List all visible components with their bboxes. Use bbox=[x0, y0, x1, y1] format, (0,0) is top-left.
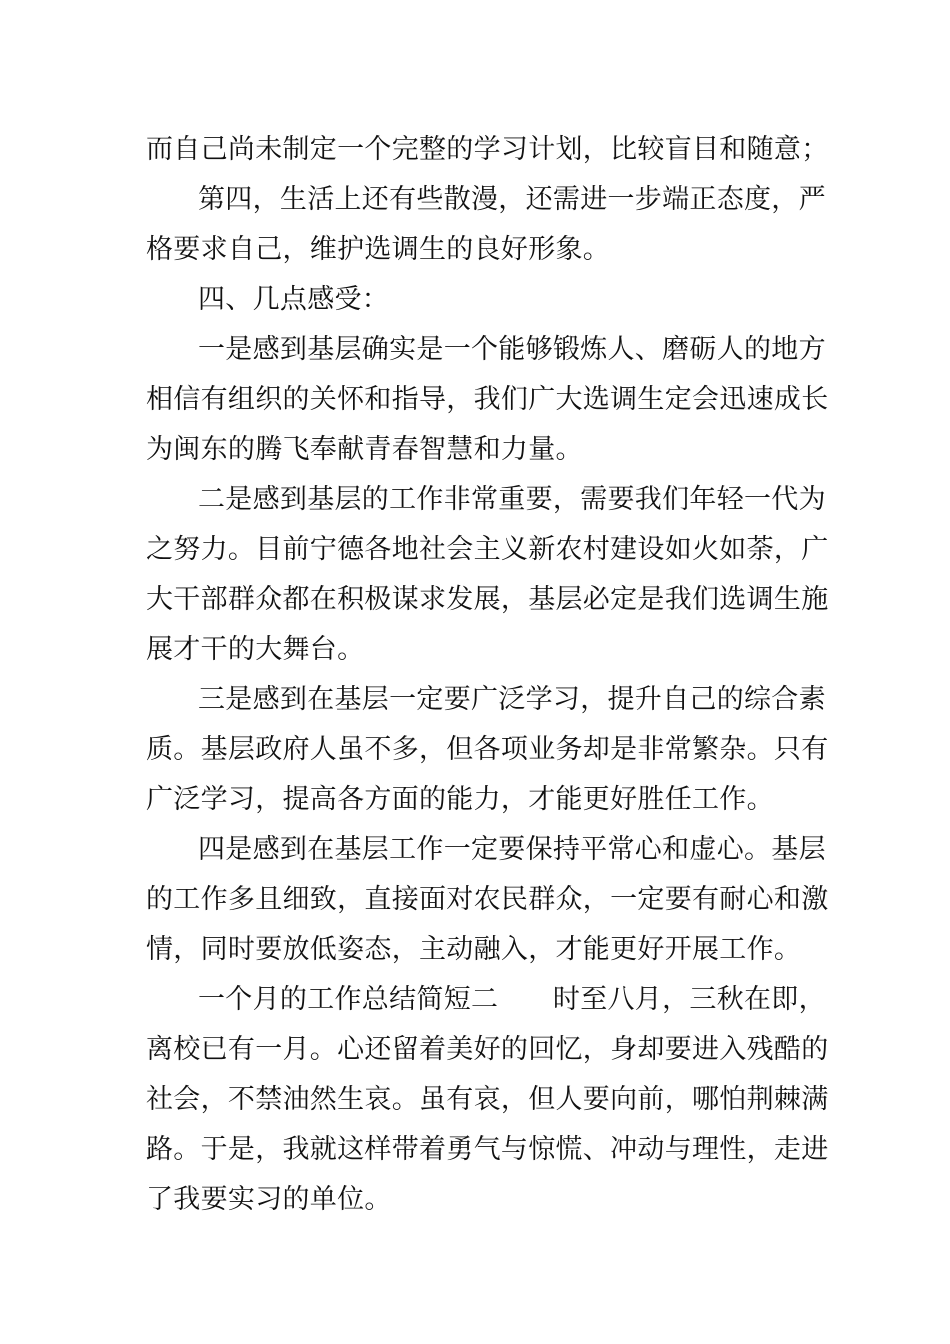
text-line: 而自己尚未制定一个完整的学习计划，比较盲目和随意； bbox=[146, 134, 829, 165]
text-line: 大干部群众都在积极谋求发展，基层必定是我们选调生施 bbox=[146, 584, 829, 615]
text-line: 了我要实习的单位。 bbox=[146, 1184, 392, 1215]
text-line: 展才干的大舞台。 bbox=[146, 634, 365, 665]
text-line: 的工作多且细致，直接面对农民群众，一定要有耐心和激 bbox=[146, 884, 829, 915]
text-line: 离校已有一月。心还留着美好的回忆，身却要进入残酷的 bbox=[146, 1034, 829, 1065]
text-line: 为闽东的腾飞奉献青春智慧和力量。 bbox=[146, 434, 583, 465]
paragraph-first-line: 第四，生活上还有些散漫，还需进一步端正态度，严 bbox=[198, 184, 826, 215]
paragraph-first-line: 二是感到基层的工作非常重要，需要我们年轻一代为 bbox=[198, 484, 826, 515]
text-line: 相信有组织的关怀和指导，我们广大选调生定会迅速成长 bbox=[146, 384, 829, 415]
paragraph-first-line: 三是感到在基层一定要广泛学习，提升自己的综合素 bbox=[198, 684, 826, 715]
text-line: 广泛学习，提高各方面的能力，才能更好胜任工作。 bbox=[146, 784, 774, 815]
text-line: 之努力。目前宁德各地社会主义新农村建设如火如荼，广 bbox=[146, 534, 829, 565]
text-line: 情，同时要放低姿态，主动融入，才能更好开展工作。 bbox=[146, 934, 802, 965]
paragraph-first-line: 一是感到基层确实是一个能够锻炼人、磨砺人的地方 bbox=[198, 334, 826, 365]
paragraph-first-line: 四是感到在基层工作一定要保持平常心和虚心。基层 bbox=[198, 834, 826, 865]
paragraph-first-line: 一个月的工作总结简短二 时至八月，三秋在即， bbox=[198, 984, 826, 1015]
text-line: 社会，不禁油然生哀。虽有哀，但人要向前，哪怕荆棘满 bbox=[146, 1084, 829, 1115]
text-line: 路。于是，我就这样带着勇气与惊慌、冲动与理性，走进 bbox=[146, 1134, 829, 1165]
section-heading: 四、几点感受： bbox=[198, 284, 390, 315]
text-line: 格要求自己，维护选调生的良好形象。 bbox=[146, 234, 611, 265]
text-line: 质。基层政府人虽不多，但各项业务却是非常繁杂。只有 bbox=[146, 734, 829, 765]
